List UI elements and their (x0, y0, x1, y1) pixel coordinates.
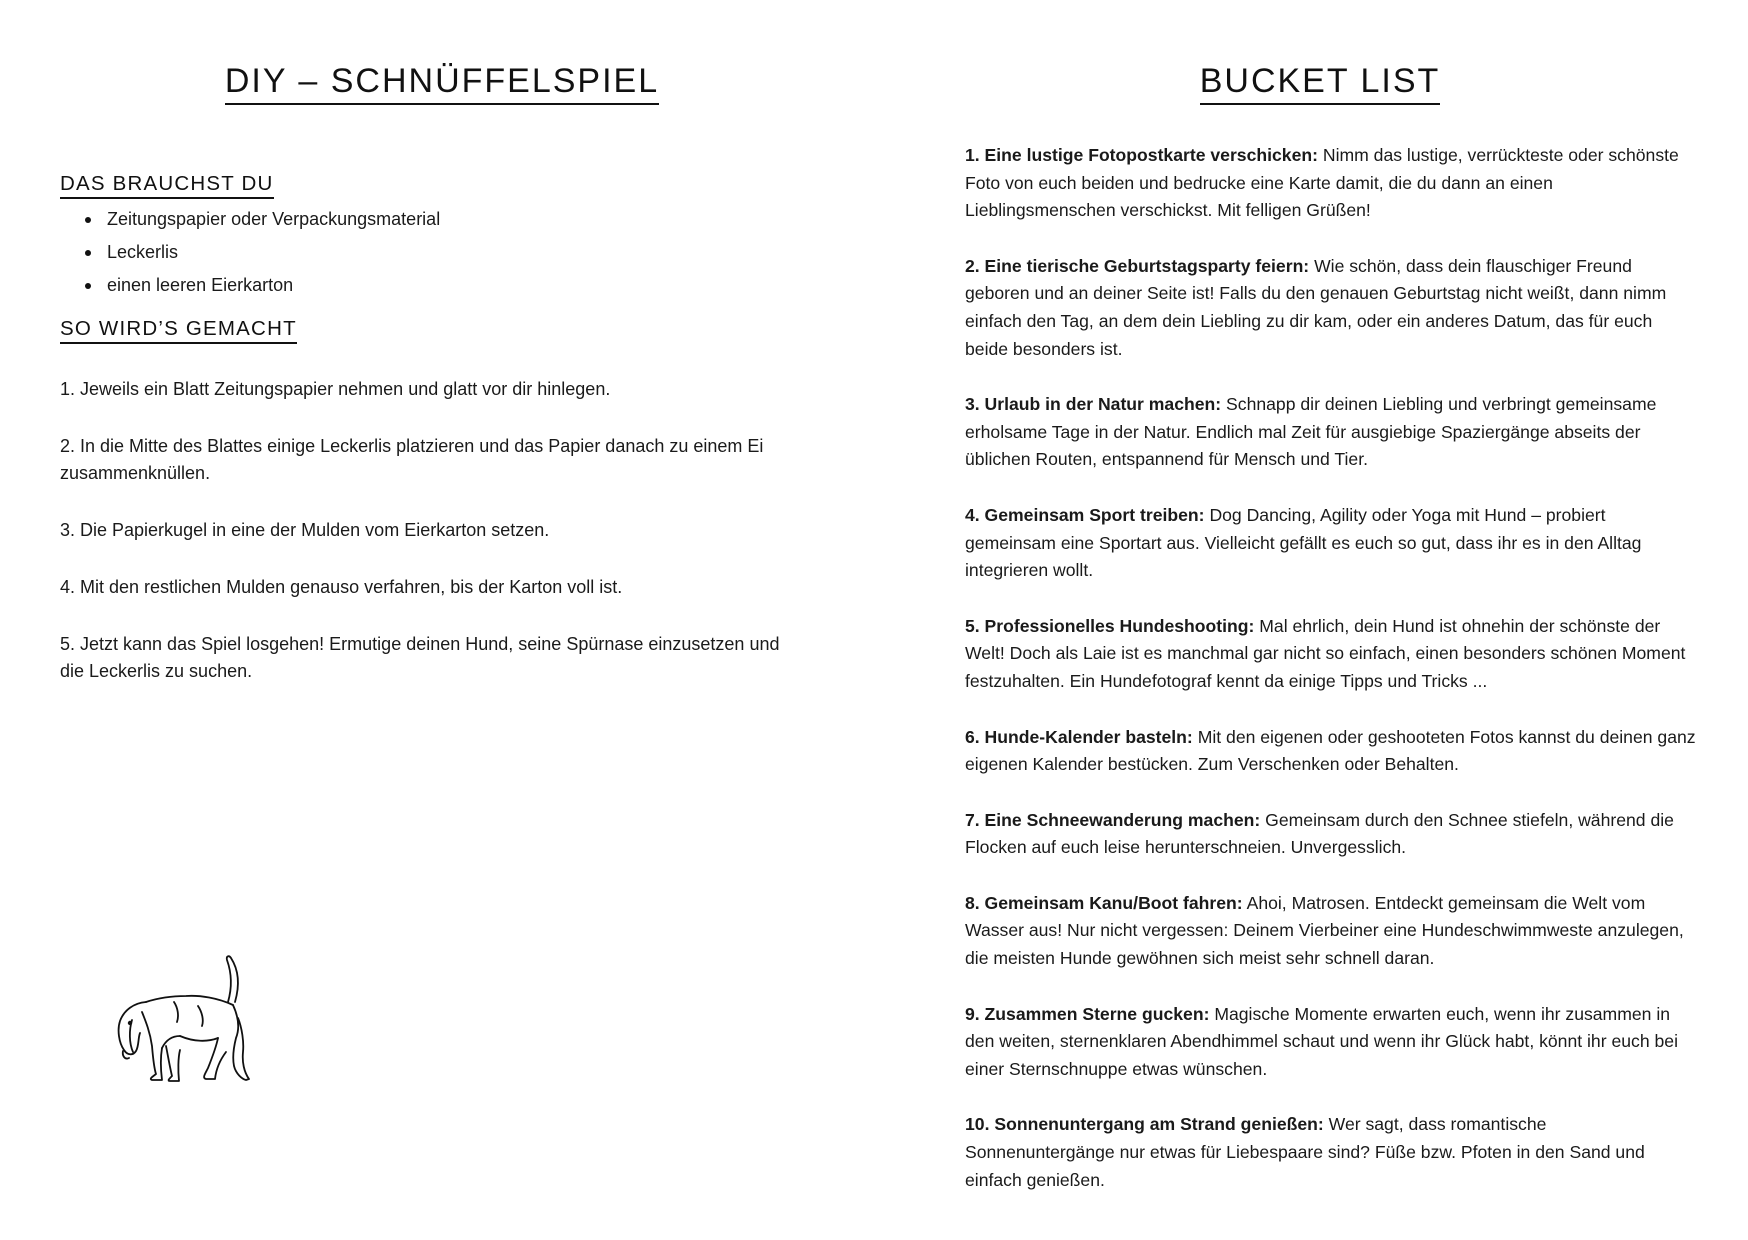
item-text: Mit den eigenen oder geshooteten Fotos kannst du deinen ganz eigenen Kalender bestücken. Zum Verschenken oder Behalten. (965, 726, 1696, 775)
list-item (965, 807, 1700, 862)
item-text: Mal ehrlich, dein Hund ist ohnehin der schönste der Welt! Doch als Laie ist es manchmal gar nicht so einfach, einen besonders schönen Moment festzuhalten. Ein Hundefotograf kennt da einige Tipps und Tricks ... (965, 615, 1686, 691)
diy-title: DIY – SCHNÜFFELSPIEL (0, 62, 884, 105)
sniffing-dog-icon (108, 950, 273, 1095)
list-item (965, 890, 1700, 973)
item-text: Magische Momente erwarten euch, wenn ihr zusammen in den weiten, sternenklaren Abendhimmel schaut und wenn ihr Glück habt, könnt ihr euch bei einer Sternschnuppe etwas wünschen. (965, 1003, 1678, 1079)
list-item (965, 724, 1700, 779)
steps-list (60, 376, 800, 715)
materials-heading: DAS BRAUCHST DU (60, 172, 274, 199)
list-item: Zeitungspapier oder Verpackungsmaterial (60, 206, 440, 239)
item-text: Wer sagt, dass romantische Sonnenuntergänge nur etwas für Liebespaare sind? Füße bzw. Pfoten in den Sand und einfach genießen. (965, 1114, 1645, 1190)
list-item (965, 613, 1700, 696)
item-heading: 9. Zusammen Sterne gucken: (965, 1003, 1210, 1024)
step-item: 4. Mit den restlichen Mulden genauso verfahren, bis der Karton voll ist. (60, 577, 623, 597)
step-item: 1. Jeweils ein Blatt Zeitungspapier nehmen und glatt vor dir hinlegen. (60, 379, 611, 399)
list-item: Leckerlis (60, 239, 440, 272)
item-text: Ahoi, Matrosen. Entdeckt gemeinsam die Welt vom Wasser aus! Nur nicht vergessen: Deinem Vierbeiner eine Hundeschwimmweste anzulegen, die meisten Hunde gewöhnen sich meist sehr schnell daran. (965, 892, 1684, 969)
list-item (965, 1001, 1700, 1084)
item-text: Gemeinsam durch den Schnee stiefeln, während die Flocken auf euch leise herunterschneien. Unvergesslich. (965, 809, 1674, 858)
item-heading: 1. Eine lustige Fotopostkarte verschicken: (965, 145, 1318, 165)
bucket-list (965, 142, 1700, 1222)
bucket-list-title: BUCKET LIST (874, 62, 1748, 105)
materials-list (60, 206, 440, 305)
list-item (965, 502, 1700, 585)
item-heading: 3. Urlaub in der Natur machen: (965, 394, 1222, 415)
item-text: Wie schön, dass dein flauschiger Freund geboren und an deiner Seite ist! Falls du den genauen Geburtstag nicht weißt, dann nimm einfach den Tag, an dem dein Liebling zu dir kam, oder ein anderes Datum, das für euch beide besonders ist. (965, 255, 1667, 359)
item-heading: 6. Hunde-Kalender basteln: (965, 726, 1193, 747)
item-text: Nimm das lustige, verrückteste oder schönste Foto von euch beiden und bedrucke eine Karte damit, die du dann an einen Lieblingsmenschen verschickst. Mit felligen Grüßen! (965, 145, 1679, 221)
item-text: Dog Dancing, Agility oder Yoga mit Hund – probiert gemeinsam eine Sportart aus. Vielleicht gefällt es euch so gut, dass ihr es in den Alltag integrieren wollt. (965, 504, 1642, 581)
list-item (965, 1111, 1700, 1194)
steps-heading: SO WIRD’S GEMACHT (60, 317, 297, 344)
step-item: 5. Jetzt kann das Spiel losgehen! Ermutige deinen Hund, seine Spürnase einzusetzen und die Leckerlis zu suchen. (60, 634, 780, 681)
item-heading: 8. Gemeinsam Kanu/Boot fahren: (965, 892, 1243, 913)
item-heading: 5. Professionelles Hundeshooting: (965, 615, 1255, 636)
step-item: 2. In die Mitte des Blattes einige Leckerlis platzieren und das Papier danach zu einem Ei zusammenknüllen. (60, 436, 764, 483)
list-item (965, 391, 1700, 474)
item-heading: 10. Sonnenuntergang am Strand genießen: (965, 1114, 1324, 1135)
step-item: 3. Die Papierkugel in eine der Mulden vom Eierkarton setzen. (60, 520, 550, 540)
right-page (874, 0, 1748, 1240)
item-heading: 2. Eine tierische Geburtstagsparty feiern: (965, 255, 1310, 276)
item-heading: 4. Gemeinsam Sport treiben: (965, 504, 1205, 525)
list-item (965, 142, 1700, 225)
item-text: Schnapp dir deinen Liebling und verbringt gemeinsame erholsame Tage in der Natur. Endlich mal Zeit für ausgiebige Spaziergänge abseits der üblichen Routen, entspannend für Mensch und Tier. (965, 394, 1657, 470)
list-item (965, 253, 1700, 363)
item-heading: 7. Eine Schneewanderung machen: (965, 809, 1261, 830)
list-item: einen leeren Eierkarton (60, 272, 440, 305)
